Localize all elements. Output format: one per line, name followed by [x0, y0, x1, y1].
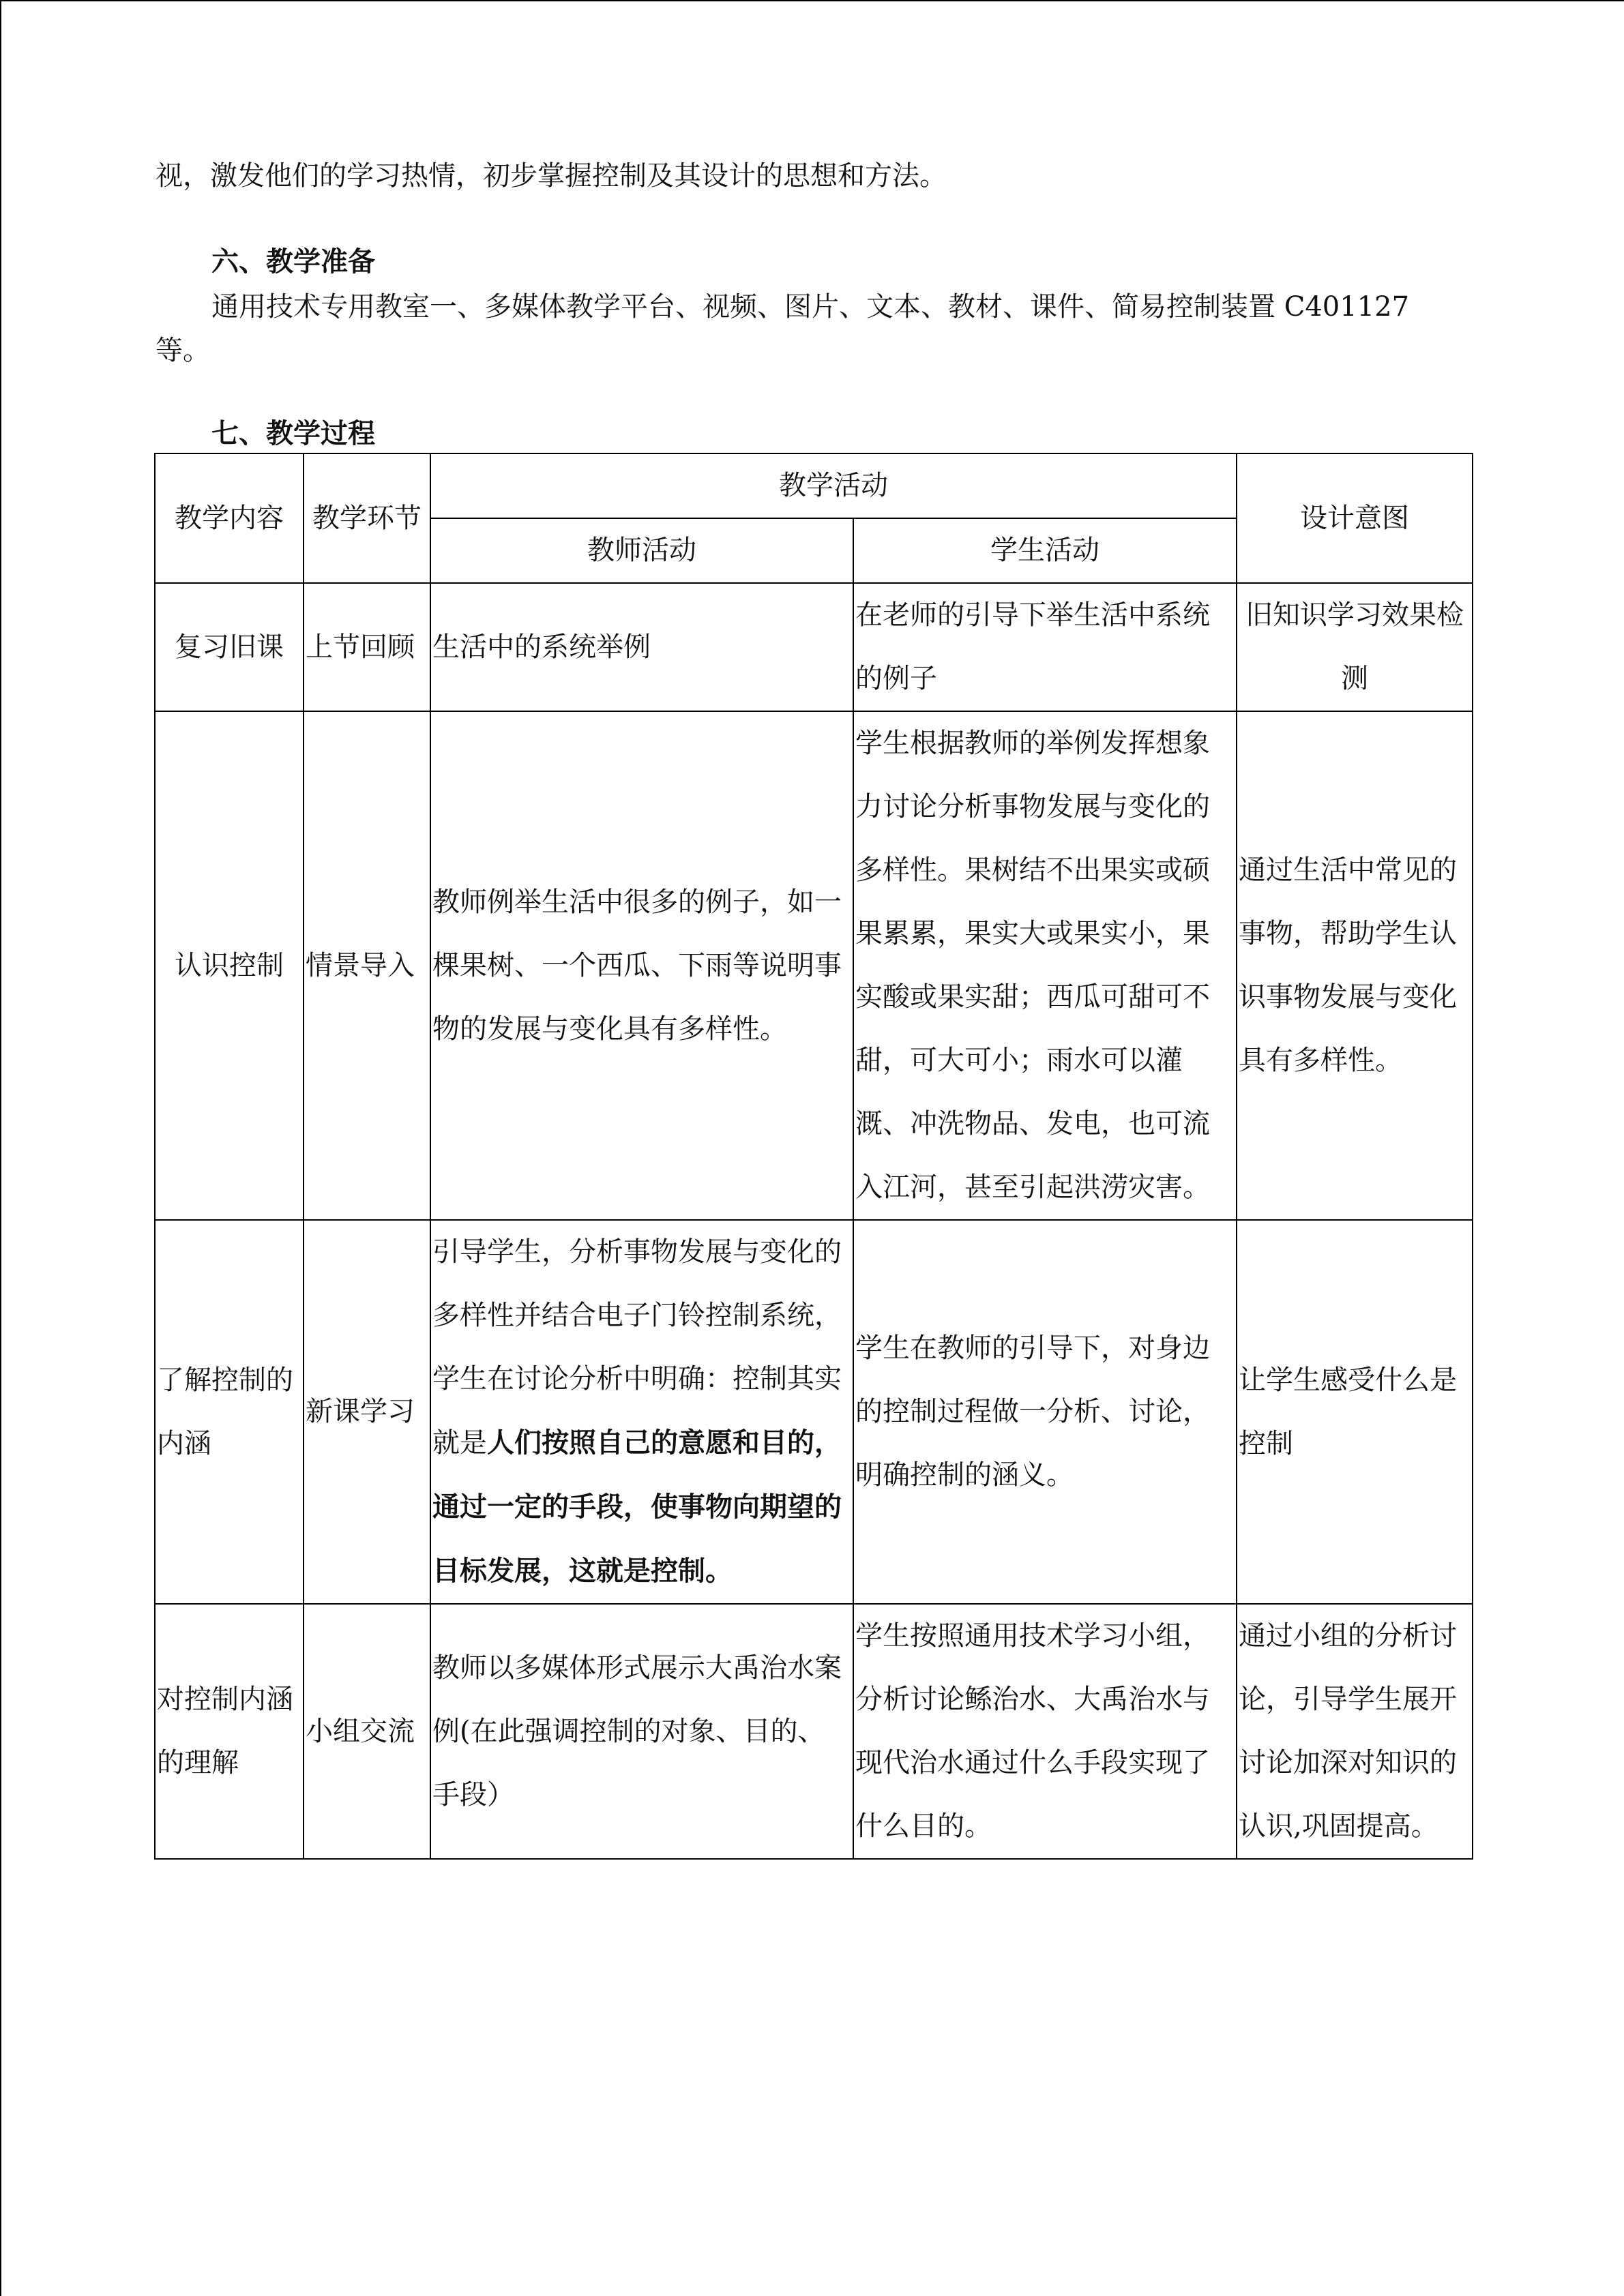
- row-intent: 通过生活中常见的事物，帮助学生认识事物发展与变化具有多样性。: [1237, 711, 1473, 1220]
- teaching-process-table: [154, 453, 1473, 1860]
- row-intent: 通过小组的分析讨论，引导学生展开讨论加深对知识的认识,巩固提高。: [1237, 1604, 1473, 1859]
- row-stage: 上节回顾: [304, 583, 430, 711]
- header-content: 教学内容: [155, 453, 304, 583]
- row-intent: 让学生感受什么是控制: [1237, 1220, 1473, 1604]
- section-6-heading: 六、教学准备: [211, 245, 375, 278]
- table-header-row: [155, 453, 1473, 518]
- row-intent: 旧知识学习效果检测: [1237, 583, 1473, 711]
- row-student-activity: 学生在教师的引导下，对身边的控制过程做一分析、讨论，明确控制的涵义。: [853, 1220, 1237, 1604]
- teacher-activity-plain: 引导学生，分析事物发展与变化的多样性并结合电子门铃控制系统，学生在讨论分析中明确：控制其实就是: [432, 1236, 842, 1459]
- header-stage: 教学环节: [304, 453, 430, 583]
- table-row: [155, 711, 1473, 1220]
- header-intent: 设计意图: [1237, 453, 1473, 583]
- row-content: 复习旧课: [155, 583, 304, 711]
- table-row: [155, 1604, 1473, 1859]
- teacher-activity-bold-definition: 人们按照自己的意愿和目的，通过一定的手段，使事物向期望的目标发展，这就是控制。: [432, 1427, 842, 1587]
- row-content: 认识控制: [155, 711, 304, 1220]
- row-content: 对控制内涵的理解: [155, 1604, 304, 1859]
- row-stage: 小组交流: [304, 1604, 430, 1859]
- table-row: [155, 583, 1473, 711]
- row-teacher-activity: 教师例举生活中很多的例子，如一棵果树、一个西瓜、下雨等说明事物的发展与变化具有多样性。: [430, 711, 853, 1220]
- row-stage: 新课学习: [304, 1220, 430, 1604]
- section-6-text: 通用技术专用教室一、多媒体教学平台、视频、图片、文本、教材、课件、简易控制装置 C401127 等。: [156, 291, 1410, 366]
- intro-paragraph-tail: 视，激发他们的学习热情，初步掌握控制及其设计的思想和方法。: [156, 160, 947, 192]
- header-teacher: 教师活动: [430, 518, 853, 583]
- table-row: [155, 1220, 1473, 1604]
- row-student-activity: 在老师的引导下举生活中系统的例子: [853, 583, 1237, 711]
- header-activity: 教学活动: [430, 453, 1237, 518]
- header-student: 学生活动: [853, 518, 1237, 583]
- row-teacher-activity: [430, 1220, 853, 1604]
- row-teacher-activity: 教师以多媒体形式展示大禹治水案例(在此强调控制的对象、目的、手段）: [430, 1604, 853, 1859]
- row-student-activity: 学生根据教师的举例发挥想象力讨论分析事物发展与变化的多样性。果树结不出果实或硕果累累，果实大或果实小，果实酸或果实甜；西瓜可甜可不甜，可大可小；雨水可以灌溉、冲洗物品、发电，也可流入江河，甚至引起洪涝灾害。: [853, 711, 1237, 1220]
- row-content: 了解控制的内涵: [155, 1220, 304, 1604]
- section-7-heading: 七、教学过程: [211, 417, 375, 449]
- row-student-activity: 学生按照通用技术学习小组，分析讨论鲧治水、大禹治水与现代治水通过什么手段实现了什么目的。: [853, 1604, 1237, 1859]
- row-teacher-activity: 生活中的系统举例: [430, 583, 853, 711]
- row-stage: 情景导入: [304, 711, 430, 1220]
